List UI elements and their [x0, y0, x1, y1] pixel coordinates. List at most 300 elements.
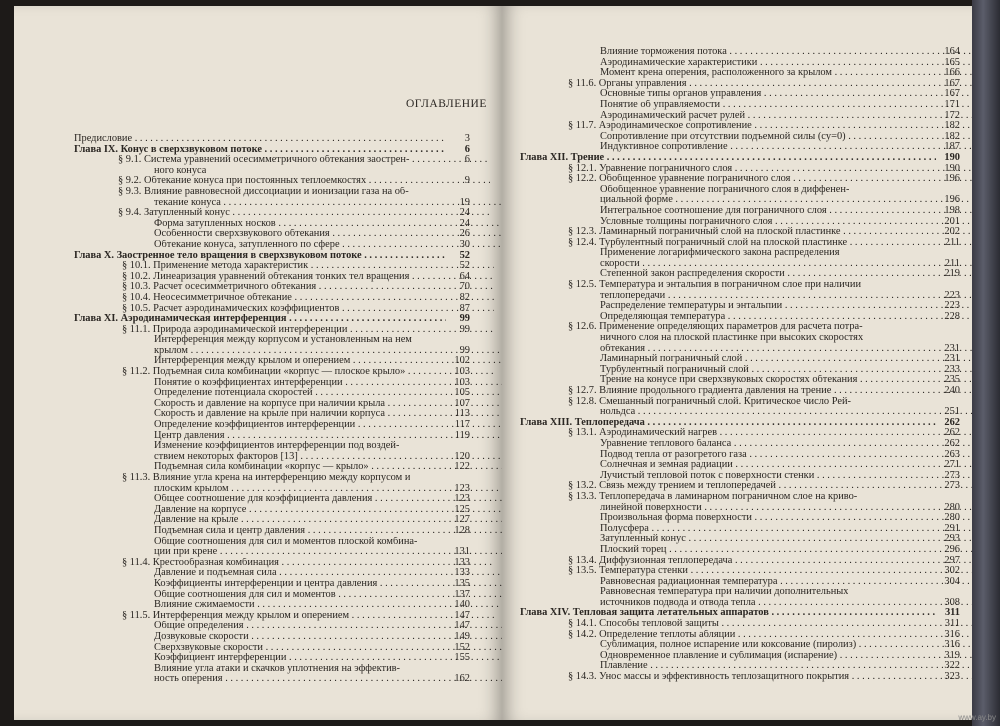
toc-entry-title: Лучистый тепловой поток с поверхности стенки . . .	[600, 471, 972, 482]
toc-entry-page: 120	[454, 450, 470, 462]
toc-entry-page: 52	[459, 249, 470, 261]
toc-entry-title: Трение на конусе при сверхзвуковых скоростях обтекания . . .	[600, 375, 972, 386]
toc-entry	[520, 259, 960, 270]
toc-entry-title: § 11.5. Интерференция между крылом и оперением . . .	[122, 611, 494, 622]
toc-entry	[520, 428, 960, 439]
toc-entry-page: 316	[944, 628, 960, 640]
toc-entry	[74, 251, 470, 262]
toc-entry-title: Влияние сжимаемости . . .	[154, 600, 502, 611]
toc-entry	[74, 145, 470, 156]
toc-entry-page: 70	[459, 281, 470, 293]
toc-entry-page: 198	[944, 204, 960, 216]
toc-entry-title: Скорость и давление на корпусе при наличии крыла . . .	[154, 399, 502, 410]
toc-entry	[74, 293, 470, 304]
toc-entry	[74, 643, 470, 654]
toc-entry	[520, 280, 960, 291]
toc-entry	[74, 346, 470, 357]
toc-entry-title: Предисловие . . .	[74, 134, 446, 145]
toc-entry	[520, 640, 960, 651]
toc-entry-page: 3	[464, 133, 470, 144]
toc-entry-title: § 13.4. Диффузионная теплопередача . . .	[568, 556, 972, 567]
toc-entry	[520, 365, 960, 376]
toc-entry	[520, 672, 960, 683]
toc-entry	[74, 494, 470, 505]
toc-entry-title: Аэродинамический расчет рулей . . .	[600, 111, 972, 122]
toc-entry-title: Давление на крыле . . .	[154, 515, 502, 526]
toc-entry-page: 319	[944, 649, 960, 661]
toc-entry	[74, 166, 470, 177]
toc-entry-page: 155	[454, 652, 470, 664]
toc-entry-title: Степенной закон распределения скорости . . .	[600, 269, 972, 280]
toc-entry-title: ность оперения . . .	[154, 674, 502, 685]
toc-entry	[74, 568, 470, 579]
watermark: www.ay.by	[958, 713, 996, 722]
toc-entry-title: § 12.2. Обобщенное уравнение пограничного слоя . . .	[568, 174, 972, 185]
toc-entry-title: Понятие об управляемости . . .	[600, 100, 972, 111]
toc-entry-page: 293	[944, 533, 960, 545]
toc-entry	[74, 526, 470, 537]
toc-entry	[74, 632, 470, 643]
toc-entry-title: Центр давления . . .	[154, 431, 502, 442]
toc-entry-title: Уравнение теплового баланса . . .	[600, 439, 972, 450]
toc-entry-title: § 12.5. Температура и энтальпия в пограничном слое при наличии	[568, 280, 862, 291]
toc-entry-title: § 14.1. Способы тепловой защиты . . .	[568, 619, 972, 630]
toc-entry-title: § 11.4. Крестообразная комбинация . . .	[122, 558, 494, 569]
toc-entry	[74, 272, 470, 283]
toc-entry-page: 19	[459, 196, 470, 208]
toc-entry-page: 228	[944, 310, 960, 322]
toc-entry-title: Общие соотношения для сил и моментов . . .	[154, 590, 502, 601]
toc-entry	[520, 248, 960, 259]
toc-entry-page: 147	[454, 609, 470, 621]
toc-entry-page: 172	[944, 109, 960, 121]
toc-entry	[520, 577, 960, 588]
toc-entry-title: § 10.2. Линеаризация уравнений обтекания тонких тел вращения . . .	[122, 272, 494, 283]
toc-entry-page: 190	[944, 162, 960, 174]
toc-entry-title: Особенности сверхзвукового обтекания . . .	[154, 229, 502, 240]
toc-entry	[520, 185, 960, 196]
toc-entry-title: Глава XI. Аэродинамическая интерференция . . .	[74, 314, 446, 325]
toc-entry-page: 99	[459, 344, 470, 356]
toc-entry-title: Произвольная форма поверхности . . .	[600, 513, 972, 524]
toc-entry-title: Ламинарный пограничный слой . . .	[600, 354, 972, 365]
toc-entry-title: Глава XII. Трение . . .	[520, 153, 936, 164]
toc-entry	[74, 325, 470, 336]
toc-entry-title: § 9.3. Влияние равновесной диссоциации и ионизации газа на об-	[118, 186, 409, 197]
toc-entry	[520, 545, 960, 556]
toc-entry-title: Глава X. Заостренное тело вращения в сверхзвуковом потоке . . .	[74, 251, 446, 262]
toc-entry-page: 133	[454, 556, 470, 568]
toc-entry-page: 125	[454, 503, 470, 515]
toc-entry-title: Основные типы органов управления . . .	[600, 89, 972, 100]
toc-entry-title: Коэффициент интерференции . . .	[154, 653, 502, 664]
toc-entry-page: 311	[944, 607, 960, 619]
toc-entry	[74, 462, 470, 473]
toc-entry	[74, 399, 470, 410]
toc-entry-page: 103	[454, 366, 470, 378]
toc-entry-title: Момент крена оперения, расположенного за крылом . . .	[600, 68, 972, 79]
toc-entry-page: 322	[944, 660, 960, 672]
toc-entry-title: Сверхзвуковые скорости . . .	[154, 643, 502, 654]
toc-entry-page: 162	[454, 673, 470, 685]
toc-entry-page: 231	[944, 353, 960, 365]
toc-entry-page: 147	[454, 620, 470, 632]
toc-entry-title: Интерференция между крылом и оперением . . .	[154, 356, 502, 367]
toc-entry	[520, 556, 960, 567]
toc-entry	[74, 208, 470, 219]
toc-entry	[74, 367, 470, 378]
toc-entry-page: 82	[459, 291, 470, 303]
toc-entry	[520, 195, 960, 206]
toc-entry-page: 280	[944, 501, 960, 513]
toc-entry-title: теплопередачи . . .	[600, 291, 972, 302]
toc-list-right	[520, 47, 960, 683]
toc-entry-title: § 10.5. Расчет аэродинамических коэффициентов . . .	[122, 304, 494, 315]
toc-entry-title: § 13.3. Теплопередача в ламинарном пограничном слое на криво-	[568, 491, 858, 502]
toc-entry-page: 165	[944, 56, 960, 68]
toc-entry-page: 117	[454, 419, 470, 431]
toc-entry-title: Обтекание конуса, затупленного по сфере . . .	[154, 240, 502, 251]
toc-entry-page: 131	[454, 546, 470, 558]
toc-entry-page: 182	[944, 130, 960, 142]
toc-entry	[520, 386, 960, 397]
toc-entry-title: Понятие о коэффициентах интерференции . . .	[154, 378, 502, 389]
toc-entry	[74, 473, 470, 484]
toc-entry-page: 297	[944, 554, 960, 566]
toc-entry	[520, 312, 960, 323]
toc-entry	[74, 261, 470, 272]
toc-entry-title: § 13.2. Связь между трением и теплопередачей . . .	[568, 481, 972, 492]
toc-entry	[520, 121, 960, 132]
toc-entry-title: источников подвода и отвода тепла . . .	[600, 598, 972, 609]
toc-entry-page: 273	[944, 469, 960, 481]
toc-entry-page: 133	[454, 567, 470, 579]
toc-entry	[74, 484, 470, 495]
toc-entry-title: Одновременное плавление и сублимация (испарение) . . .	[600, 651, 972, 662]
toc-entry-title: плоским крылом . . .	[154, 484, 502, 495]
toc-entry-title: § 13.1. Аэродинамический нагрев . . .	[568, 428, 972, 439]
toc-entry	[520, 206, 960, 217]
toc-entry-page: 223	[944, 289, 960, 301]
toc-entry-title: § 11.1. Природа аэродинамической интерференции . . .	[122, 325, 494, 336]
toc-entry	[520, 269, 960, 280]
toc-entry-page: 24	[459, 207, 470, 219]
toc-entry	[520, 587, 960, 598]
toc-entry-title: Определение коэффициентов интерференции . . .	[154, 420, 502, 431]
toc-entry	[74, 304, 470, 315]
toc-entry	[520, 100, 960, 111]
toc-entry-title: Полусфера . . .	[600, 524, 972, 535]
toc-entry-title: § 9.4. Затупленный конус . . .	[118, 208, 490, 219]
toc-entry-page: 9	[464, 175, 470, 187]
toc-entry-title: § 12.8. Смешанный пограничный слой. Критическое число Рей-	[568, 396, 851, 407]
toc-entry-page: 262	[944, 437, 960, 449]
toc-entry-title: текание конуса . . .	[154, 198, 502, 209]
toc-entry-page: 263	[944, 448, 960, 460]
toc-entry-page: 311	[944, 618, 960, 630]
toc-entry-title: ствием некоторых факторов [13] . . .	[154, 452, 502, 463]
toc-entry-title: Глава XIV. Тепловая защита летательных аппаратов . . .	[520, 608, 936, 619]
toc-entry	[74, 664, 470, 675]
toc-entry-page: 291	[944, 522, 960, 534]
toc-entry-title: Коэффициенты интерференции и центра давления . . .	[154, 579, 502, 590]
toc-entry-page: 171	[944, 98, 960, 110]
toc-entry	[74, 441, 470, 452]
toc-entry-title: § 13.5. Температура стенки . . .	[568, 566, 972, 577]
toc-entry	[74, 388, 470, 399]
toc-entry-page: 182	[944, 120, 960, 132]
toc-entry-page: 119	[454, 429, 470, 441]
toc-entry	[520, 322, 960, 333]
toc-entry-page: 30	[459, 238, 470, 250]
toc-entry-title: крылом . . .	[154, 346, 502, 357]
toc-entry	[74, 134, 470, 145]
toc-entry-title: § 12.4. Турбулентный пограничный слой на плоской пластинке . . .	[568, 238, 972, 249]
toc-entry-title: нольдса . . .	[600, 407, 972, 418]
toc-entry	[520, 598, 960, 609]
left-page	[14, 6, 502, 720]
toc-entry	[520, 524, 960, 535]
toc-entry	[74, 653, 470, 664]
toc-entry-title: § 11.2. Подъемная сила комбинации «корпус — плоское крыло» . . .	[122, 367, 494, 378]
toc-entry-page: 202	[944, 226, 960, 238]
toc-entry	[520, 661, 960, 672]
toc-entry-title: § 11.3. Влияние угла крена на интерференцию между корпусом и	[122, 473, 411, 483]
toc-entry	[520, 132, 960, 143]
toc-entry-title: Дозвуковые скорости . . .	[154, 632, 502, 643]
toc-entry	[74, 356, 470, 367]
toc-entry	[520, 111, 960, 122]
toc-entry	[520, 566, 960, 577]
toc-entry	[520, 354, 960, 365]
toc-entry-title: Подъемная сила и центр давления . . .	[154, 526, 502, 537]
toc-entry-page: 103	[454, 376, 470, 388]
toc-entry-title: Индуктивное сопротивление . . .	[600, 142, 972, 153]
toc-entry-page: 64	[459, 270, 470, 282]
toc-entry-title: Форма затупленных носков . . .	[154, 219, 502, 230]
toc-entry-page: 102	[454, 355, 470, 367]
toc-entry-title: Глава XIII. Теплопередача . . .	[520, 418, 936, 429]
toc-entry	[74, 229, 470, 240]
toc-entry	[74, 611, 470, 622]
toc-entry-title: обтекания . . .	[600, 344, 972, 355]
toc-entry	[74, 515, 470, 526]
toc-entry-page: 137	[454, 588, 470, 600]
toc-entry-title: Влияние торможения потока . . .	[600, 47, 972, 58]
toc-entry-page: 166	[944, 67, 960, 79]
toc-entry	[520, 217, 960, 228]
toc-entry-title: Глава IX. Конус в сверхзвуковом потоке . . .	[74, 145, 446, 156]
toc-entry	[74, 431, 470, 442]
toc-entry	[520, 492, 960, 503]
toc-entry-title: Определение потенциала скоростей . . .	[154, 388, 502, 399]
toc-entry-title: Общие определения . . .	[154, 621, 502, 632]
toc-entry-title: § 11.7. Аэродинамическое сопротивление . . .	[568, 121, 972, 132]
toc-entry-title: § 14.2. Определение теплоты абляции . . .	[568, 630, 972, 641]
toc-entry-page: 167	[944, 88, 960, 100]
toc-entry-title: Подвод тепла от разогретого газа . . .	[600, 450, 972, 461]
toc-entry-page: 323	[944, 671, 960, 683]
toc-entry	[520, 619, 960, 630]
toc-entry-page: 127	[454, 514, 470, 526]
toc-entry-title: § 11.6. Органы управления . . .	[568, 79, 972, 90]
toc-entry	[520, 79, 960, 90]
toc-entry-title: Давление и подъемная сила . . .	[154, 568, 502, 579]
toc-entry	[74, 155, 470, 166]
toc-entry	[74, 621, 470, 632]
toc-entry	[74, 579, 470, 590]
toc-entry-title: Условные толщины пограничного слоя . . .	[600, 217, 972, 228]
toc-entry-page: 231	[944, 342, 960, 354]
toc-entry	[520, 238, 960, 249]
toc-entry-page: 6	[464, 143, 470, 155]
toc-entry	[74, 219, 470, 230]
toc-entry-page: 223	[944, 300, 960, 312]
toc-entry	[74, 420, 470, 431]
toc-entry	[520, 89, 960, 100]
toc-entry-page: 26	[459, 228, 470, 240]
toc-entry	[520, 397, 960, 408]
toc-entry-page: 304	[944, 575, 960, 587]
toc-entry-page: 262	[944, 416, 960, 428]
toc-entry-page: 280	[944, 512, 960, 524]
toc-entry-title: линейной поверхности . . .	[600, 503, 972, 514]
toc-entry	[74, 547, 470, 558]
toc-entry-title: Определяющая температура . . .	[600, 312, 972, 323]
toc-entry	[74, 378, 470, 389]
toc-entry	[520, 651, 960, 662]
toc-entry-title: § 14.3. Унос массы и эффективность теплозащитного покрытия . . .	[568, 672, 972, 683]
toc-entry-title: Аэродинамические характеристики . . .	[600, 58, 972, 69]
toc-entry	[520, 471, 960, 482]
toc-entry-page: 273	[944, 480, 960, 492]
toc-list-left	[74, 134, 470, 685]
toc-entry	[74, 537, 470, 548]
toc-entry-title: Равновесная радиационная температура . . .	[600, 577, 972, 588]
toc-entry-title: § 10.1. Применение метода характеристик . . .	[122, 261, 494, 272]
toc-entry-title: ничного слоя на плоской пластинке при высоких скоростях	[600, 333, 864, 344]
toc-entry-title: § 12.6. Применение определяющих параметров для расчета потра-	[568, 322, 863, 333]
toc-entry-page: 251	[944, 406, 960, 418]
toc-entry-title: Солнечная и земная радиации . . .	[600, 460, 972, 471]
toc-entry	[74, 187, 470, 198]
toc-entry	[520, 503, 960, 514]
toc-entry-page: 24	[459, 217, 470, 229]
right-page	[502, 6, 972, 720]
toc-entry-title: скорости . . .	[600, 259, 972, 270]
toc-entry	[520, 513, 960, 524]
toc-entry-title: ции при крене . . .	[154, 547, 502, 558]
toc-entry-page: 152	[454, 641, 470, 653]
toc-entry	[74, 282, 470, 293]
toc-entry-page: 190	[944, 151, 960, 163]
toc-entry-page: 187	[944, 141, 960, 153]
toc-entry	[74, 198, 470, 209]
toc-entry-page: 271	[944, 459, 960, 471]
book-cover-edge	[972, 0, 1000, 726]
page-title: ОГЛАВЛЕНИЕ	[406, 98, 487, 110]
toc-entry-page: 99	[459, 313, 470, 325]
toc-entry-title: § 9.1. Система уравнений осесимметричного обтекания заострен- . . .	[118, 155, 490, 166]
toc-entry-page: 211	[944, 236, 960, 248]
toc-entry-title: циальной форме . . .	[600, 195, 972, 206]
toc-entry	[520, 407, 960, 418]
toc-entry	[520, 630, 960, 641]
toc-entry	[74, 505, 470, 516]
toc-entry	[520, 291, 960, 302]
toc-entry-title: § 12.1. Уравнение пограничного слоя . . .	[568, 164, 972, 175]
toc-entry	[520, 439, 960, 450]
toc-entry	[520, 608, 960, 619]
toc-entry-page: 123	[454, 493, 470, 505]
toc-entry-title: Влияние угла атаки и скачков уплотнения на эффектив-	[154, 663, 401, 674]
toc-entry-title: Интегральное соотношение для пограничного слоя . . .	[600, 206, 972, 217]
toc-entry-page: 196	[944, 173, 960, 185]
toc-entry-page: 149	[454, 630, 470, 642]
toc-entry	[520, 450, 960, 461]
toc-entry-title: Сублимация, полное испарение или коксование (пиролиз) . . .	[600, 640, 972, 651]
toc-entry	[520, 47, 960, 58]
toc-entry-page: 6	[464, 154, 470, 166]
toc-entry-page: 164	[944, 46, 960, 57]
toc-entry	[74, 409, 470, 420]
toc-entry	[520, 227, 960, 238]
toc-entry-page: 135	[454, 577, 470, 589]
toc-entry-page: 123	[454, 482, 470, 494]
toc-entry-title: Изменение коэффициентов интерференции под воздей-	[154, 441, 400, 452]
toc-entry-page: 219	[944, 268, 960, 280]
toc-entry	[520, 344, 960, 355]
toc-entry	[520, 333, 960, 344]
toc-entry	[520, 174, 960, 185]
toc-entry-page: 87	[459, 302, 470, 314]
toc-entry-page: 107	[454, 397, 470, 409]
toc-entry-page: 316	[944, 639, 960, 651]
toc-entry-page: 128	[454, 524, 470, 536]
toc-entry-title: ного конуса	[154, 165, 207, 176]
toc-entry	[520, 164, 960, 175]
toc-entry	[520, 68, 960, 79]
toc-entry-title: Турбулентный пограничный слой . . .	[600, 365, 972, 376]
toc-entry-page: 122	[454, 461, 470, 473]
toc-entry	[520, 58, 960, 69]
toc-entry	[520, 481, 960, 492]
toc-entry-title: Применение логарифмического закона распределения	[600, 248, 840, 259]
toc-entry	[74, 314, 470, 325]
toc-entry	[520, 534, 960, 545]
toc-entry-title: § 12.3. Ламинарный пограничный слой на плоской пластинке . . .	[568, 227, 972, 238]
toc-entry-page: 302	[944, 565, 960, 577]
toc-entry	[520, 301, 960, 312]
toc-entry	[74, 600, 470, 611]
toc-entry-page: 211	[944, 257, 960, 269]
toc-entry-page: 99	[459, 323, 470, 335]
toc-entry-page: 201	[944, 215, 960, 227]
toc-entry-page: 196	[944, 194, 960, 206]
toc-entry	[74, 335, 470, 346]
toc-entry-title: Общие соотношения для сил и моментов плоской комбина-	[154, 536, 418, 547]
toc-entry-page: 240	[944, 385, 960, 396]
toc-entry-page: 167	[944, 77, 960, 89]
toc-entry-page: 262	[944, 427, 960, 439]
toc-entry-page: 140	[454, 599, 470, 611]
toc-entry	[520, 142, 960, 153]
toc-entry-title: § 10.4. Неосесимметричное обтекание . . .	[122, 293, 494, 304]
toc-entry-title: Давление на корпусе . . .	[154, 505, 502, 516]
toc-entry	[520, 153, 960, 164]
toc-entry	[520, 418, 960, 429]
toc-entry-page: 233	[944, 363, 960, 375]
